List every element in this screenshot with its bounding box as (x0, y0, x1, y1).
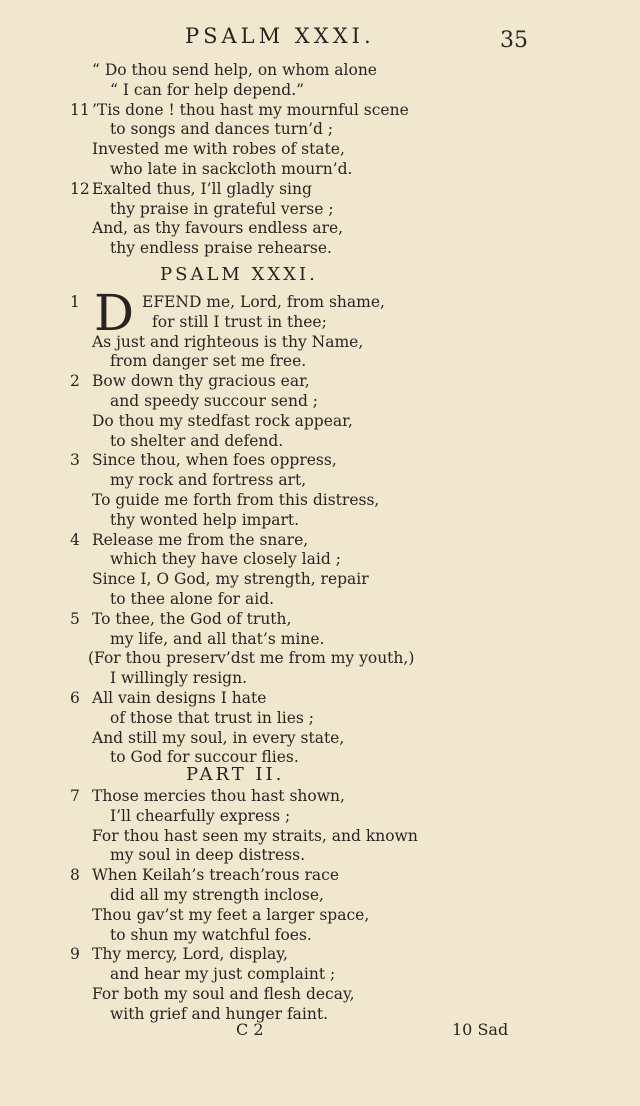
verse-line: Since I, O God, my strength, repair (92, 570, 369, 589)
verse-line: To guide me forth from this distress, (92, 491, 380, 509)
verse-line: and speedy succour send ; (110, 392, 319, 410)
verse-line: Do thou my stedfast rock appear, (92, 411, 353, 430)
verse-line: thy endless praise rehearse. (110, 239, 332, 258)
verse-line: my soul in deep distress. (110, 846, 305, 865)
verse-number: 2 (70, 372, 80, 391)
verse-line: Exalted thus, I’ll gladly sing (92, 179, 312, 198)
verse-line: For thou hast seen my straits, and known (92, 826, 418, 845)
page-header (0, 22, 640, 58)
verse-line: Bow down thy gracious ear, (92, 372, 310, 391)
verse-line: and hear my just complaint ; (110, 965, 336, 984)
verse-line: my rock and fortress art, (110, 471, 307, 490)
verse-line: thy wonted help impart. (110, 510, 300, 529)
verse-line: my life, and all that’s mine. (110, 629, 325, 648)
verse-line: Thy mercy, Lord, display, (92, 945, 288, 964)
verse-line: “ I can for help depend.” (110, 80, 305, 99)
verse-number: 1 (70, 293, 80, 311)
verse-line: to shelter and defend. (110, 431, 284, 450)
verse-line: Invested me with robes of state, (92, 140, 345, 159)
verse-line: to shun my watchful foes. (110, 925, 312, 944)
verse-number: 6 (70, 689, 80, 707)
verse-line: Release me from the snare, (92, 530, 309, 549)
signature-mark: C 2 (236, 1020, 264, 1039)
verse-number: 9 (70, 945, 80, 964)
verse-line: to thee alone for aid. (110, 590, 275, 608)
verse-line: “ Do thou send help, on whom alone (92, 61, 377, 79)
verse-line: EFEND me, Lord, from shame, (142, 293, 385, 311)
psalm-title: PSALM XXXI. (160, 264, 318, 285)
verse-line: And still my soul, in every state, (92, 728, 345, 747)
verse-line: (For thou preserv’dst me from my youth,) (88, 649, 415, 668)
running-title: PSALM XXXI. (185, 24, 375, 48)
catchword: 10 Sad (452, 1020, 509, 1039)
verse-line: I willingly resign. (110, 669, 248, 688)
verse-number: 8 (70, 866, 80, 885)
verse-line: To thee, the God of truth, (92, 609, 292, 628)
part-title: PART II. (186, 764, 285, 785)
verse-number: 11 (70, 100, 90, 119)
verse-line: And, as thy favours endless are, (92, 219, 344, 238)
verse-line: with grief and hunger faint. (110, 1004, 329, 1023)
verse-line: to God for succour flies. (110, 748, 299, 767)
page-number: 35 (500, 28, 528, 53)
verse-line: For both my soul and flesh decay, (92, 985, 355, 1003)
verse-line: Since thou, when foes oppress, (92, 451, 337, 470)
verse-line: As just and righteous is thy Name, (92, 332, 364, 351)
verse-line: for still I trust in thee; (152, 312, 327, 331)
verse-line: ’Tis done ! thou hast my mournful scene (92, 100, 409, 119)
verse-line: Thou gav’st my feet a larger space, (92, 905, 370, 924)
verse-number: 7 (70, 787, 80, 805)
drop-cap: D (94, 284, 135, 342)
verse-line: which they have closely laid ; (110, 550, 341, 569)
verse-line: All vain designs I hate (92, 689, 267, 707)
verse-line: from danger set me free. (110, 352, 307, 371)
verse-number: 3 (70, 451, 80, 470)
verse-number: 5 (70, 609, 80, 628)
verse-line: Those mercies thou hast shown, (92, 787, 345, 805)
verse-number: 12 (70, 179, 90, 198)
verse-line: who late in sackcloth mourn’d. (110, 160, 353, 178)
verse-line: to songs and dances turn’d ; (110, 120, 334, 139)
verse-number: 4 (70, 530, 80, 549)
verse-line: did all my strength inclose, (110, 886, 324, 904)
verse-line: thy praise in grateful verse ; (110, 199, 334, 218)
verse-line: I’ll chearfully express ; (110, 806, 291, 825)
verse-line: When Keilah’s treach’rous race (92, 866, 340, 885)
verse-line: of those that trust in lies ; (110, 708, 314, 727)
